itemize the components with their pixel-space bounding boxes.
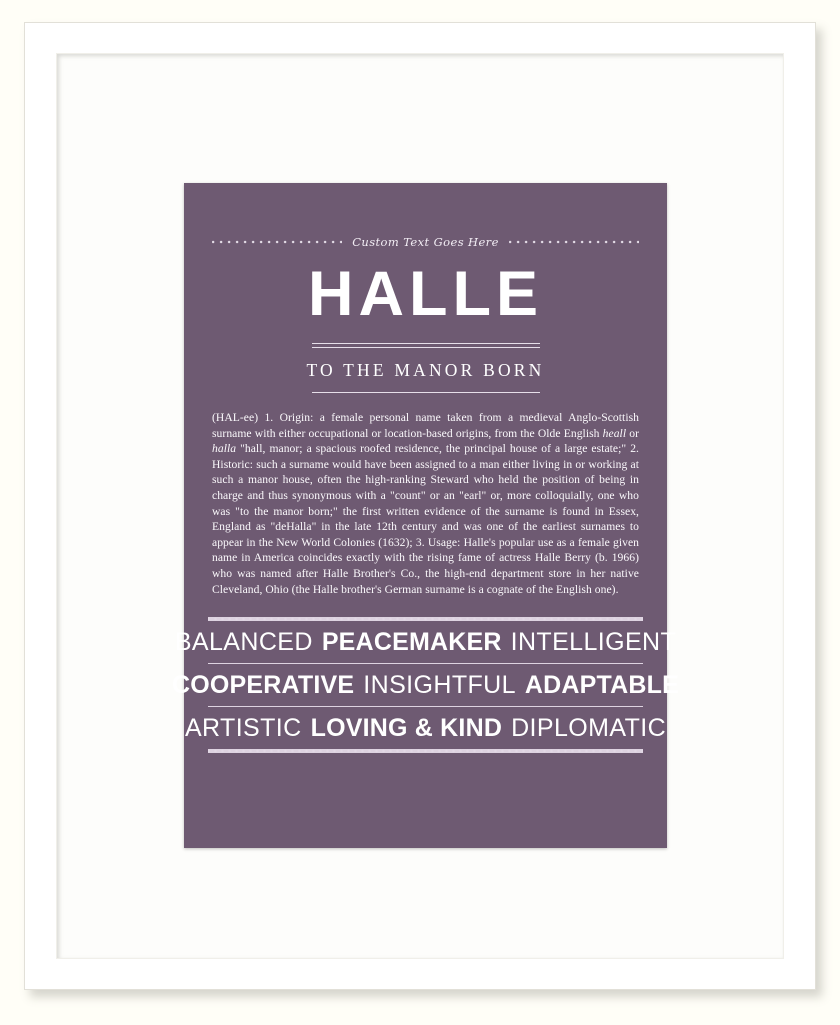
custom-text: Custom Text Goes Here	[352, 235, 499, 249]
poster-header	[184, 235, 667, 249]
trait-word: INSIGHTFUL	[363, 671, 516, 700]
trait-word: BALANCED	[174, 628, 313, 657]
trait-word: LOVING & KIND	[310, 714, 503, 743]
definition-segment: halla	[212, 442, 237, 456]
definition-segment: "hall, manor; a spacious roofed residence, the principal house of a large estate;" 2. Historic: such a surname would have been assigned to a man either living in or working at such a manor house, often the high-ranking Steward who held the position of being in charge and thus synonymous with a "count" or an "earl" or, more colloquially, one who was "to the manor born;" the first written evidence of the surname is found in Essex, England as "deHalla" in the late 12th century and was one of the earliest surnames to appear in the New World Colonies (1632); 3. Usage: Halle's popular use as a female given name in America coincides exactly with the rising fame of actress Halle Berry (b. 1966) who was named after Halle Brother's Co., the high-end department store in her native Cleveland, Ohio (the Halle brother's German surname is a cognate of the English one).	[212, 442, 639, 596]
trait-line-2	[171, 664, 680, 706]
dotted-rule-right	[509, 240, 639, 244]
trait-word: COOPERATIVE	[171, 671, 355, 700]
definition-segment: or	[626, 426, 639, 440]
trait-word: DIPLOMATIC	[511, 714, 667, 743]
definition-body	[212, 410, 639, 597]
dotted-rule-left	[212, 240, 342, 244]
traits-bottom-dotted-rule	[208, 749, 643, 753]
poster-tagline: TO THE MANOR BORN	[306, 360, 545, 380]
tagline-divider	[312, 392, 540, 393]
double-divider	[312, 343, 540, 348]
trait-word: PEACEMAKER	[321, 628, 502, 657]
traits-section	[171, 617, 680, 753]
trait-word: ADAPTABLE	[524, 671, 680, 700]
poster-name: HALLE	[308, 259, 543, 329]
picture-frame	[24, 22, 816, 990]
trait-line-1	[174, 621, 677, 663]
definition-segment: heall	[602, 426, 627, 440]
definition-segment: (HAL-ee) 1. Origin: a female personal name taken from a medieval Anglo-Scottish surname with either occupational or location-based origins, from the Olde English	[212, 411, 639, 440]
name-art-poster	[171, 183, 680, 848]
trait-line-3	[184, 707, 667, 749]
trait-word: ARTISTIC	[184, 714, 302, 743]
trait-word: INTELLIGENT	[510, 628, 677, 657]
